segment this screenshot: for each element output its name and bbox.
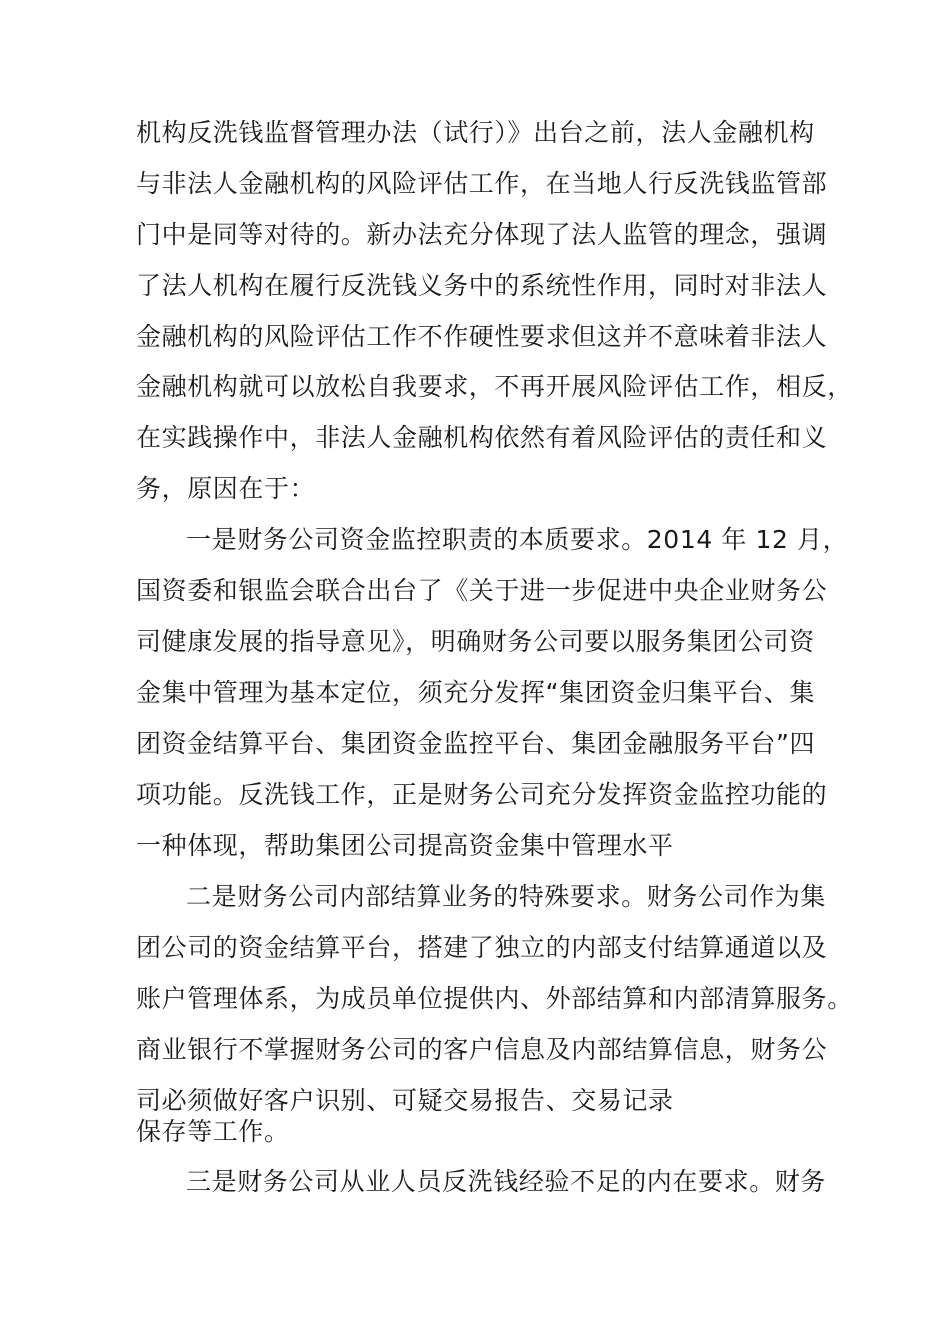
text-line: 务，原因在于：	[136, 474, 316, 503]
text-line: 金融机构就可以放松自我要求，不再开展风险评估工作，相反，	[136, 372, 853, 401]
paragraph-first-line: 二是财务公司内部结算业务的特殊要求。财务公司作为集	[186, 882, 827, 911]
text-line: 保存等工作。	[136, 1117, 290, 1146]
paragraph-first-line: 三是财务公司从业人员反洗钱经验不足的内在要求。财务	[186, 1167, 827, 1196]
text-line: 与非法人金融机构的风险评估工作，在当地人行反洗钱监管部	[136, 169, 828, 198]
text-line: 门中是同等对待的。新办法充分体现了法人监管的理念，强调	[136, 220, 828, 249]
text-line: 司必须做好客户识别、可疑交易报告、交易记录	[136, 1086, 674, 1115]
text-line: 团资金结算平台、集团资金监控平台、集团金融服务平台”四	[136, 729, 816, 758]
text-line: 账户管理体系，为成员单位提供内、外部结算和内部清算服务。	[136, 984, 853, 1013]
text-line: 国资委和银监会联合出台了《关于进一步促进中央企业财务公	[136, 576, 828, 605]
text-line: 团公司的资金结算平台，搭建了独立的内部支付结算通道以及	[136, 933, 828, 962]
text-line: 了法人机构在履行反洗钱义务中的系统性作用，同时对非法人	[136, 271, 828, 300]
text-line: 金集中管理为基本定位，须充分发挥“集团资金归集平台、集	[136, 678, 816, 707]
text-line: 在实践操作中，非法人金融机构依然有着风险评估的责任和义	[136, 423, 828, 452]
text-line: 项功能。反洗钱工作，正是财务公司充分发挥资金监控功能的	[136, 780, 828, 809]
text-line: 司健康发展的指导意见》，明确财务公司要以服务集团公司资	[136, 627, 815, 656]
text-line: 机构反洗钱监督管理办法（试行）》出台之前，法人金融机构	[136, 118, 815, 147]
text-line: 金融机构的风险评估工作不作硬性要求但这并不意味着非法人	[136, 322, 828, 351]
paragraph-first-line: 一是财务公司资金监控职责的本质要求。2014 年 12 月，	[186, 525, 849, 554]
text-line: 商业银行不掌握财务公司的客户信息及内部结算信息，财务公	[136, 1035, 828, 1064]
text-line: 一种体现，帮助集团公司提高资金集中管理水平	[136, 831, 674, 860]
